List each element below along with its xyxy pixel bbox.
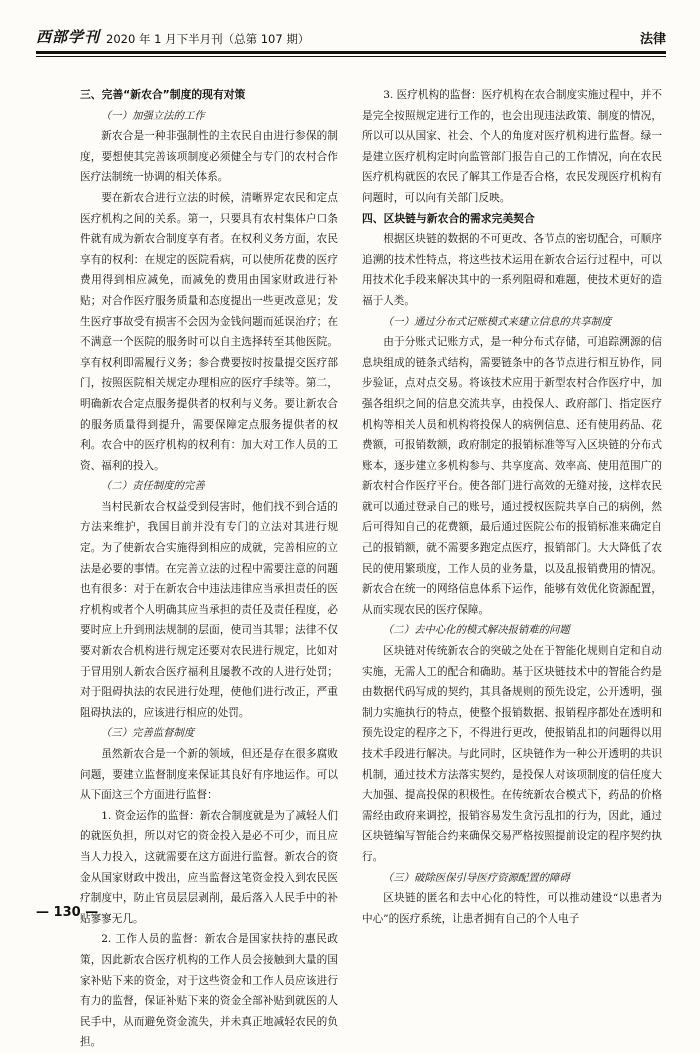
issue-info: 2020 年 1 月下半月刊（总第 107 期）: [106, 32, 310, 46]
section-heading: （三）破除医保引导医疗资源配置的障碍: [382, 871, 570, 884]
header-left: [36, 26, 309, 47]
section-heading: （二）责任制度的完善: [100, 480, 205, 493]
paragraph: 要在新农合进行立法的时候，清晰界定农民和定点医疗机构之间的关系。第一，只要具有农村集体户口条件就有成为新农合制度享有者。在权利义务方面，农民享有的权利：在规定的医院看病，可以使所花费的医疗费用得到相应减免，而减免的费用由国家财政进行补贴；对合作医疗服务质量和态度提出一些更改意见；发生医疗事故受有损害不会因为金钱问题而延误治疗；在不满意一个医院的服务时可以自主选择转至其他医院。享有权利即需履行义务；参合费要按时按量提交医疗部门，按照医院相关规定办理相应的医疗手续等。第二，明确新农合定点服务提供者的权利与义务。要让新农合的服务质量得到提升，需要保障定点服务提供者的权利。农合中的医疗机构的权利有：加大对工作人员的工资、福利的投入。: [80, 191, 338, 472]
paragraph: 区块链的匿名和去中心化的特性，可以推动建设“以患者为中心”的医疗系统，让患者拥有自己的个人电子: [362, 892, 662, 925]
section-heading: （三）完善监督制度: [100, 727, 195, 740]
section-heading: （一）通过分布式记账模式来建立信息的共享制度: [382, 315, 612, 328]
paragraph: 3. 医疗机构的监督：医疗机构在农合制度实施过程中，并不是完全按照规定进行工作的，也会出现违法政策、制度的情况，所以可以从国家、社会、个人的角度对医疗机构进行监督。绿一是建立医疗机构定时向监管部门报告自己的工作情况，向在农民医疗机构就医的农民了解其工作是否合格，农民发现医疗机构有问题时，可以向有关部门反映。: [362, 89, 662, 204]
paragraph: 1. 资金运作的监督：新农合制度就是为了减轻人们的就医负担，所以对它的资金投入是必不可少，而且应当人力投入，这就需要在这方面进行监督。新农合的资金从国家财政中拨出，应当监督这笔资金投入到农民医疗制度中，防止官员层层剥削，最后落入人民手中的补贴寥寥无几。: [80, 809, 338, 925]
journal-name: 西部学刊: [36, 28, 101, 46]
running-header: [36, 27, 666, 47]
header-rule-thin: [36, 56, 666, 57]
header-rule-thick: [36, 51, 666, 54]
left-column: [80, 85, 338, 1049]
section-label: 法律: [639, 32, 666, 47]
section-heading: 四、区块链与新农合的需求完美契合: [362, 211, 535, 225]
paragraph: 虽然新农合是一个新的领域，但还是存在很多腐败问题，要建立监督制度来保证其良好有序地运作。可以从下面这三个方面进行监督：: [80, 748, 338, 802]
right-column: [362, 85, 662, 925]
section-heading: 三、完善“新农合”制度的现有对策: [80, 88, 246, 101]
paragraph: 当村民新农合权益受到侵害时，他们找不到合适的方法来维护，我国目前并没有专门的立法对其进行规定。为了使新农合实施得到相应的成就，完善相应的立法是必要的事情。在完善立法的过程中需要注意的问题也有很多：对于在新农合中违法违律应当承担责任的医疗机构或者个人明确其应当承担的责任及责任程度，必要时应上升到刑法规制的层面，使司当其罪；法律不仅要对新农合机构进行规定还要对农民进行规定，比如对于冒用别人新农合医疗福利且屡教不改的人进行处罚；对于阻碍执法的农民进行处理，使他们进行改正，严重阻碍执法的，应该进行相应的处罚。: [80, 500, 338, 719]
section-heading: （二）去中心化的模式解决报销难的问题: [382, 624, 570, 637]
paragraph: 由于分账式记账方式，是一种分布式存储，可追踪溯源的信息块组成的链条式结构，需要链条中的各节点进行相互协作，同步验证，点对点交易。将该技术应用于新型农村合作医疗中，加强各组织之间的信息交流共享，由投保人、政府部门、指定医疗机构等相关人员和机构将投保人的病例信息、还有使用药品、花费额，可报销数额，政府制定的报销标准等写入区块链的分布式账本，逐步建立多机构参与、共享度高、效率高、使用范围广的新农村合作医疗平台。使各部门进行高效的无缝对接，这样农民就可以通过登录自己的账号，通过授权医院共享自己的病例，然后可得知自己的花费额，最后通过医院公布的报销标准来确定自己的报销额，就不需要多跑定点医疗，报销部门。大大降低了农民的使用繁琐度，工作人员的业务量，以及乱报销费用的情况。新农合在统一的网络信息体系下运作，能够有效优化资源配置，从而实现农民的医疗保障。: [362, 336, 662, 616]
page-number: — 130 —: [36, 905, 99, 920]
paragraph: 根据区块链的数据的不可更改、各节点的密切配合，可顺序追溯的技术性特点，将这些技术运用在新农合运行过程中，可以用技术化手段来解决其中的一系列阻碍和难题，使技术更好的造福于人类。: [362, 233, 662, 307]
paragraph: 2. 工作人员的监督：新农合是国家扶持的惠民政策，因此新农合医疗机构的工作人员会接触到大量的国家补贴下来的资金，对于这些资金和工作人员应该进行有力的监督，保证补贴下来的资金全部补贴到就医的人民手中，从而避免资金流失，并未真正地减轻农民的负担。: [80, 933, 338, 1049]
paragraph: 区块链对传统新农合的突破之处在于智能化规则自定和自动实施，无需人工的配合和确助。基于区块链技术中的智能合约是由数据代码写成的契约，其具备规则的预先设定，公开透明，强制力实施执行的特点，使整个报销数据、报销程序都处在透明和预先设定的程序之下，不得进行更改，使报销乱扣的问题得以用技术手段进行解决。与此同时，区块链作为一种公开透明的共识机制，通过技术方法落实契约，是投保人对该项制度的信任度大大加强、提高投保的积极性。在传统新农合模式下，药品的价格需经由政府来调控，报销容易发生贪污乱扣的行为，因此，通过区块链编写智能合约来确保交易严格按照提前设定的程序契约执行。: [362, 645, 662, 863]
paragraph: 新农合是一种非强制性的主农民自由进行参保的制度，要想使其完善该项制度必须健全与专门的农村合作医疗法制统一协调的相关体系。: [80, 130, 338, 184]
section-heading: （一）加强立法的工作: [100, 109, 205, 122]
